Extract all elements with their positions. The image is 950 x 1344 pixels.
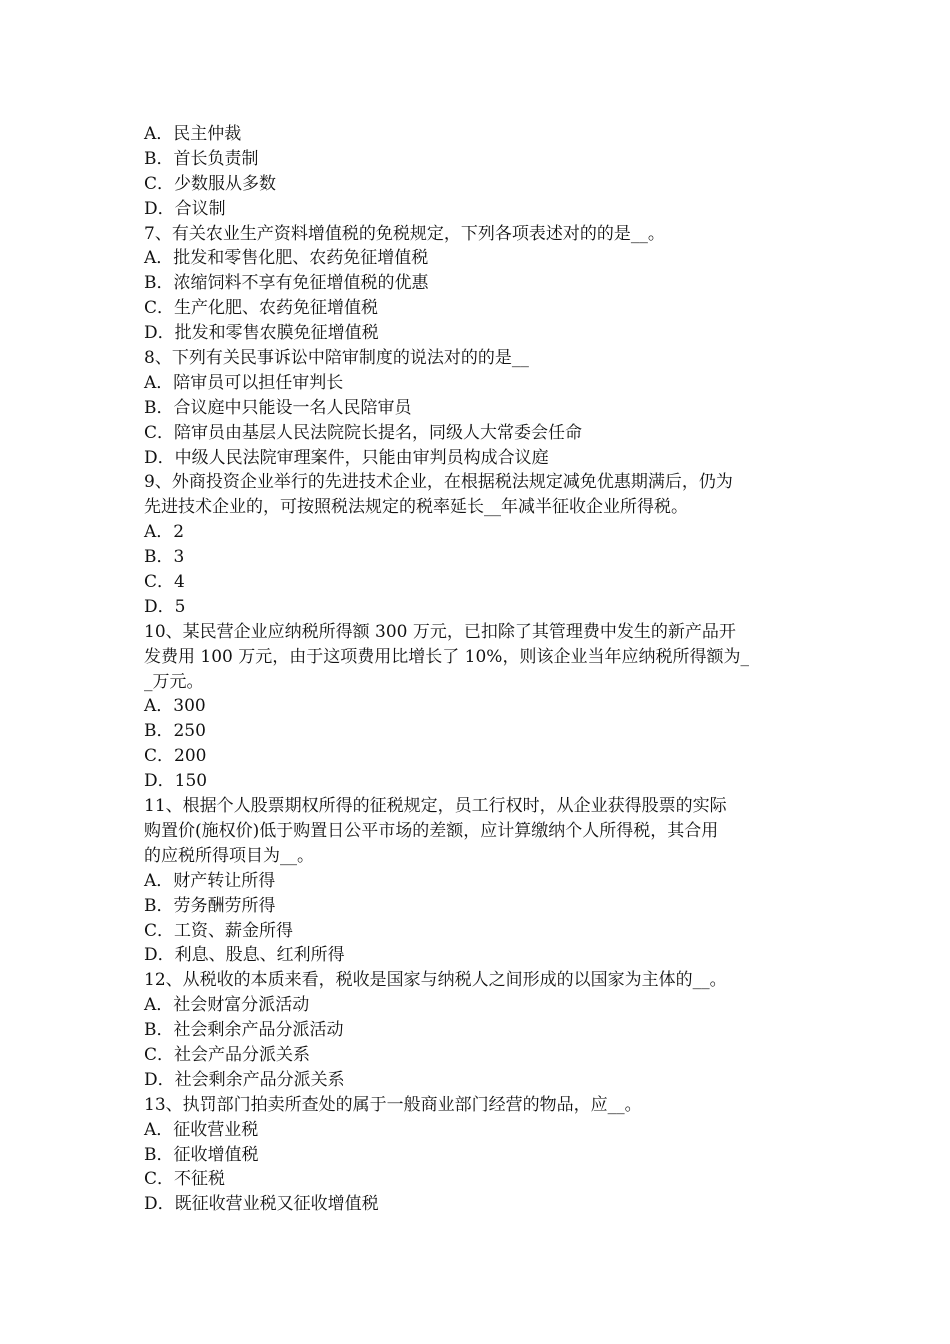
answer-option: A．300	[144, 696, 206, 717]
answer-option: C．不征税	[144, 1169, 226, 1190]
question-text-line: 12、从税收的本质来看，税收是国家与纳税人之间形成的以国家为主体的__。	[144, 970, 727, 991]
answer-option: D．既征收营业税又征收增值税	[144, 1194, 379, 1215]
answer-option: B．浓缩饲料不享有免征增值税的优惠	[144, 273, 429, 294]
answer-option: A．财产转让所得	[144, 870, 276, 891]
answer-option: A．社会财富分派活动	[144, 995, 310, 1016]
answer-option: B．合议庭中只能设一名人民陪审员	[144, 397, 412, 418]
question-text-line: 9、外商投资企业举行的先进技术企业，在根据税法规定减免优惠期满后，仍为	[144, 472, 733, 493]
answer-option: D．利息、股息、红利所得	[144, 945, 345, 966]
answer-option: D．合议制	[144, 198, 226, 219]
question-text-line: 的应税所得项目为__。	[144, 845, 314, 866]
question-text-line: 购置价(施权价)低于购置日公平市场的差额，应计算缴纳个人所得税，其合用	[144, 820, 719, 841]
answer-option: C．社会产品分派关系	[144, 1044, 311, 1065]
answer-option: A．民主仲裁	[144, 124, 242, 144]
answer-option: D．社会剩余产品分派关系	[144, 1069, 345, 1090]
answer-option: B．3	[144, 547, 185, 568]
answer-option: B．250	[144, 721, 206, 742]
question-text-line: 11、根据个人股票期权所得的征税规定，员工行权时，从企业获得股票的实际	[144, 796, 727, 817]
question-text-line: 13、执罚部门拍卖所查处的属于一般商业部门经营的物品，应__。	[144, 1094, 642, 1115]
answer-option: C．工资、薪金所得	[144, 920, 294, 941]
answer-option: C．4	[144, 572, 185, 593]
answer-option: C．陪审员由基层人民法院院长提名，同级人大常委会任命	[144, 422, 583, 443]
question-text-line: 发费用 100 万元，由于这项费用比增长了 10%，则该企业当年应纳税所得额为_	[144, 646, 749, 667]
question-text-line: 8、下列有关民事诉讼中陪审制度的说法对的的是__	[144, 348, 529, 369]
answer-option: A．征收营业税	[144, 1119, 259, 1140]
answer-option: B．征收增值税	[144, 1144, 259, 1165]
answer-option: B．首长负责制	[144, 148, 259, 169]
answer-option: D．150	[144, 771, 208, 792]
answer-option: D．中级人民法院审理案件，只能由审判员构成合议庭	[144, 447, 549, 468]
answer-option: A．陪审员可以担任审判长	[144, 372, 344, 393]
answer-option: A．2	[144, 522, 185, 543]
answer-option: D．5	[144, 596, 186, 617]
answer-option: C．生产化肥、农药免征增值税	[144, 298, 379, 319]
answer-option: C．200	[144, 746, 207, 767]
answer-option: D．批发和零售农膜免征增值税	[144, 323, 379, 344]
question-text-line: 先进技术企业的，可按照税法规定的税率延长__年减半征收企业所得税。	[144, 497, 688, 518]
document-body	[144, 122, 810, 1217]
question-text-line: 10、某民营企业应纳税所得额 300 万元，已扣除了其管理费中发生的新产品开	[144, 621, 736, 642]
question-text-line: _万元。	[144, 671, 204, 692]
answer-option: C．少数服从多数	[144, 173, 277, 194]
answer-option: B．劳务酬劳所得	[144, 895, 276, 916]
answer-option: B．社会剩余产品分派活动	[144, 1020, 344, 1041]
question-text-line: 7、有关农业生产资料增值税的免税规定，下列各项表述对的的是__。	[144, 223, 665, 244]
answer-option: A．批发和零售化肥、农药免征增值税	[144, 248, 429, 269]
